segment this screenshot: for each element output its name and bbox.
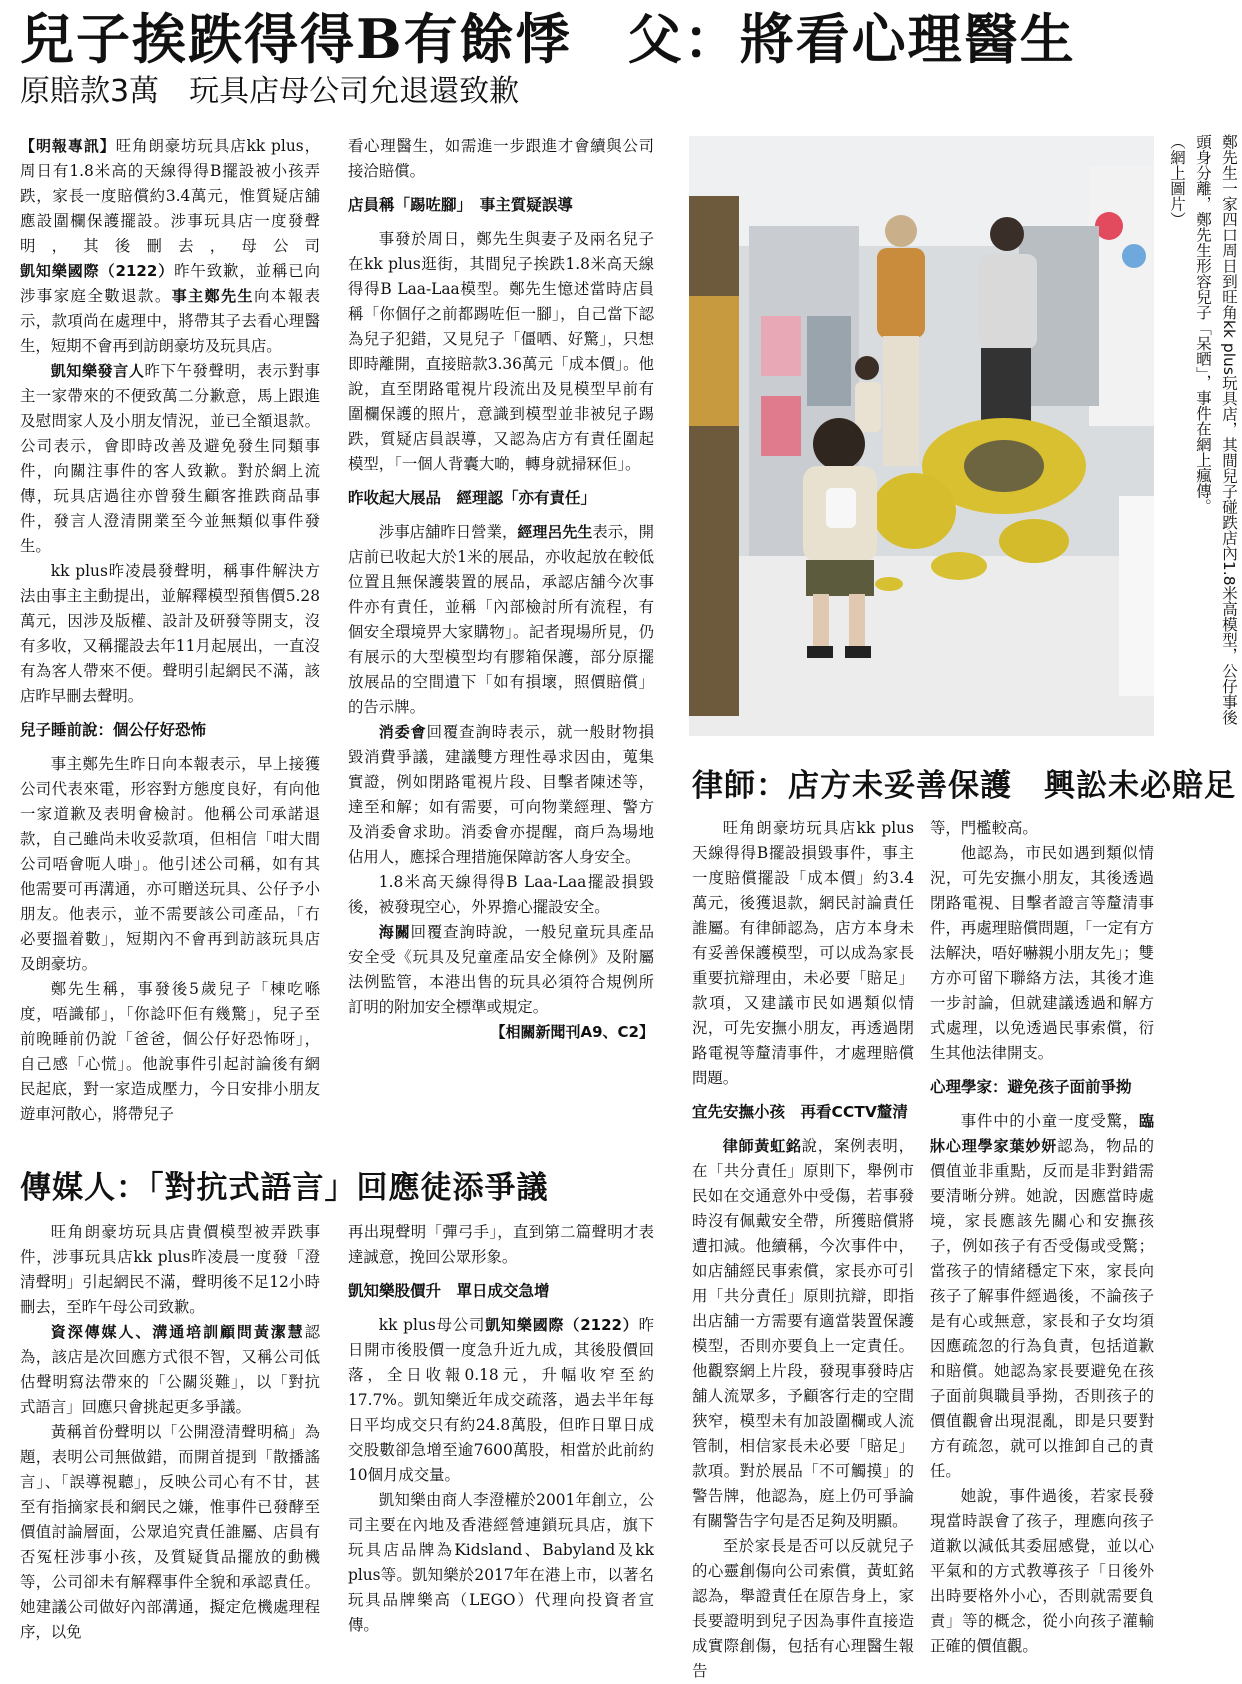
article-paragraph: 事件中的小童一度受驚，臨牀心理學家葉妙妍認為，物品的價值並非重點，反而是非對錯需要清晰分辨。她說，因應當時處境，家長應該先關心和安撫孩子，例如孩子有否受傷或受驚；當孩子的情緒穩定下來，家長向孩子了解事件經過後，不論孩子是有心或無意，家長和子女均須因應疏忽的行為負責，包括道歉和賠償。她認為家長要避免在孩子面前與職員爭拗，否則孩子的價值觀會出現混亂，即是只要對方有疏忽，就可以推卸自己的責任。: [930, 1112, 1154, 1480]
article-paragraph: 看心理醫生，如需進一步跟進才會續與公司接洽賠償。: [348, 137, 654, 180]
article-paragraph: kk plus昨凌晨發聲明，稱事件解決方法由事主主動提出，並解釋模型預售價5.28萬元，因涉及版權、設計及研發等開支，沒有多收，又稱擺設去年11月起展出，一直沒有為客人帶來不便。聲明引起網民不滿，該店昨早刪去聲明。: [20, 562, 320, 705]
media-column-b: [348, 1220, 654, 1667]
photo-credit: （網上圖片）: [1168, 134, 1186, 227]
media-column-a: [20, 1220, 320, 1667]
article-column-2: [348, 134, 654, 1162]
lawyer-column-a: [692, 816, 914, 1680]
article-paragraph: 他認為，市民如遇到類似情況，可先安撫小朋友，其後透過閉路電視、目擊者證言等釐清事件，再處理賠償問題，「一定有方法解決，唔好嚇親小朋友先」；雙方亦可留下聯絡方法，其後才進一步討論，但就建議透過和解方式處理，以免透過民事索償，衍生其他法律開支。: [930, 844, 1154, 1062]
article-paragraph: 再出現聲明「彈弓手」，直到第二篇聲明才表達誠意，挽回公眾形象。: [348, 1223, 654, 1266]
article-paragraph: 她說，事件過後，若家長發現當時誤會了孩子，理應向孩子道歉以減低其委屈感覺，並以心平氣和的方式教導孩子「日後外出時要格外小心，否則就需要負責」等的概念，從小向孩子灌輸正確的價值觀。: [930, 1487, 1154, 1655]
article-paragraph: 資深傳媒人、溝通培訓顧問黃潔慧認為，該店是次回應方式很不智，又稱公司低估聲明寫法帶來的「公關災難」，以「對抗式語言」回應只會挑起更多爭議。: [20, 1323, 320, 1416]
article-paragraph: 【明報專訊】旺角朗豪坊玩具店kk plus，周日有1.8米高的天線得得B擺設被小孩弄跌，家長一度賠償約3.4萬元，惟質疑店舖應設圍欄保護擺設。涉事玩具店一度發聲明，其後刪去，母公司凱知樂國際（2122）昨午致歉，並稱已向涉事家庭全數退款。事主鄭先生向本報表示，款項尚在處理中，將帶其子去看心理醫生，短期不會再到訪朗豪坊及玩具店。: [20, 137, 320, 355]
section-heading-lawyer: 律師：店方未妥善保護 興訟未必賠足: [692, 768, 1236, 804]
article-paragraph: 旺角朗豪坊玩具店貴價模型被弄跌事件，涉事玩具店kk plus昨凌晨一度發「澄清聲明」引起網民不滿，聲明後不足12小時刪去，至昨午母公司致歉。: [20, 1223, 320, 1316]
headline: 兒子挨跌得得B有餘悸 父：將看心理醫生: [20, 7, 1076, 71]
lawyer-column-b: [930, 816, 1154, 1667]
news-photo: [689, 136, 1154, 736]
article-paragraph: 凱知樂由商人李澄權於2001年創立，公司主要在內地及香港經營連鎖玩具店，旗下玩具店品牌為Kidsland、Babyland及kk plus等。凱知樂於2017年在港上市，以著名玩具品牌樂高（LEGO）代理向投資者宣傳。: [348, 1491, 654, 1634]
subheading: 宜先安撫小孩 再看CCTV釐清: [692, 1103, 908, 1121]
article-paragraph: 旺角朗豪坊玩具店kk plus天線得得B擺設損毀事件，事主一度賠償擺設「成本價」約3.4萬元，後獲退款，網民討論責任誰屬。有律師認為，店方本身未有妥善保護模型，可以成為家長重要抗辯理由，未必要「賠足」款項，又建議市民如遇類似情況，可先安撫小朋友，再透過閉路電視等釐清事件，才處理賠償問題。: [692, 819, 914, 1087]
article-paragraph: 涉事店舖昨日營業，經理呂先生表示，開店前已收起大於1米的展品，亦收起放在較低位置且無保護裝置的展品，承認店舖今次事件亦有責任，並稱「內部檢討所有流程，有個安全環境畀大家購物」。記者現場所見，仍有展示的大型模型均有膠箱保護，部分原擺放展品的空間遺下「如有損壞，照價賠償」的告示牌。: [348, 523, 654, 716]
subheading: 兒子睡前說：個公仔好恐怖: [20, 721, 207, 739]
article-paragraph: 鄭先生稱，事發後5歲兒子「棟吃喺度，唔識郁」，「你諗吓佢有幾驚」，兒子至前晚睡前仍說「爸爸，個公仔好恐怖呀」，自己感「心慌」。他說事件引起討論後有網民起底，對一家造成壓力，今日安排小朋友遊車河散心，將帶兒子: [20, 980, 320, 1123]
store-scene-illustration: [689, 136, 1154, 736]
related-news-ref: 【相關新聞刊A9、C2】: [490, 1023, 654, 1041]
subheading: 昨收起大展品 經理認「亦有責任」: [348, 489, 597, 507]
article-paragraph: 至於家長是否可以反就兒子的心靈創傷向公司索償，黃虹銘認為，舉證責任在原告身上，家長要證明到兒子因為事件直接造成實際創傷，包括有心理醫生報告: [692, 1537, 914, 1680]
article-paragraph: 凱知樂發言人昨下午發聲明，表示對事主一家帶來的不便致萬二分歉意，馬上跟進及慰問家人及小朋友情況，並已全額退款。公司表示，會即時改善及避免發生同類事件，向關注事件的客人致歉。對於網上流傳，玩具店過往亦曾發生顧客推跌商品事件，發言人澄清開業至今並無類似事件發生。: [20, 362, 320, 555]
subheading: 店員稱「踢咗腳」 事主質疑誤導: [348, 196, 573, 214]
article-paragraph: 事發於周日，鄭先生與妻子及兩名兒子在kk plus逛街，其間兒子挨跌1.8米高天線得得B Laa-Laa模型。鄭先生憶述當時店員稱「你個仔之前都踢咗佢一腳」，自己當下認為兒子犯錯，又見兒子「僵哂、好驚」，只想即時離開，直接賠款3.36萬元「成本價」。他說，直至閉路電視片段流出及見模型早前有圍欄保護的照片，意識到模型並非被兒子踢跌，質疑店員誤導，又認為店方有責任圍起模型，「一個人背囊大啲，轉身就掃冧佢」。: [348, 230, 654, 473]
photo-caption: 鄭先生一家四口周日到旺角kk plus玩具店，其間兒子碰跌店內1.8米高模型，公仔事後頭身分離，鄭先生形容兒子「呆晒」，事件在網上瘋傳。 （網上圖片）: [1160, 134, 1242, 736]
article-paragraph: 海關回覆查詢時說，一般兒童玩具產品安全受《玩具及兒童產品安全條例》及附屬法例監管，本港出售的玩具必須符合規例所訂明的附加安全標準或規定。: [348, 923, 654, 1016]
subheading: 凱知樂股價升 單日成交急增: [348, 1282, 550, 1300]
subheading: 心理學家：避免孩子面前爭拗: [930, 1078, 1132, 1096]
article-paragraph: 等，門檻較高。: [930, 819, 1038, 837]
article-paragraph: 黃稱首份聲明以「公開澄清聲明稿」為題，表明公司無做錯，而開首提到「散播謠言」、「誤導視聽」，反映公司心有不甘，甚至有指摘家長和網民之嫌，惟事件已發酵至價值討論層面，公眾追究責任誰屬、店員有否冤枉涉事小孩，及質疑貨品擺放的動機等，公司卻未有解釋事件全貌和承認責任。她建議公司做好內部溝通，擬定危機處理程序，以免: [20, 1423, 320, 1641]
subheadline: 原賠款3萬 玩具店母公司允退還致歉: [20, 74, 520, 109]
article-column-1: [20, 134, 320, 1150]
article-paragraph: 事主鄭先生昨日向本報表示，早上接獲公司代表來電，形容對方態度良好，有向他一家道歉及表明會檢討。他稱公司承諾退款，自己雖尚未收妥款項，但相信「咁大間公司唔會呃人啩」。他引述公司稱，如有其他需要可再溝通，亦可贈送玩具、公仔予小朋友。他表示，並不需要該公司產品，「冇必要搵着數」，短期內不會再到訪該玩具店及朗豪坊。: [20, 755, 320, 973]
section-heading-media: 傳媒人：「對抗式語言」回應徒添爭議: [20, 1170, 549, 1206]
article-paragraph: 律師黃虹銘說，案例表明，在「共分責任」原則下，舉例市民如在交通意外中受傷，若事發時沒有佩戴安全帶，所獲賠償將遭扣減。他續稱，今次事件中，如店舖經民事索償，家長亦可引用「共分責任」原則抗辯，即指出店舖一方需要有適當裝置保護模型，否則亦要負上一定責任。他觀察網上片段，發現事發時店舖人流眾多，予顧客行走的空間狹窄，模型未有加設圍欄或人流管制，相信家長未必要「賠足」款項。對於展品「不可觸摸」的警告牌，他認為，庭上仍可爭論有關警告字句是否足夠及明顯。: [692, 1137, 914, 1530]
article-paragraph: 消委會回覆查詢時表示，就一般財物損毀消費爭議，建議雙方理性尋求因由，蒐集實證，例如閉路電視片段、目擊者陳述等，達至和解；如有需要，可向物業經理、警方及消委會求助。消委會亦提醒，商戶為場地佔用人，應採合理措施保障訪客人身安全。: [348, 723, 654, 866]
article-paragraph: kk plus母公司凱知樂國際（2122）昨日開市後股價一度急升近九成，其後股價回落，全日收報0.18元，升幅收窄至約17.7%。凱知樂近年成交疏落，過去半年每日平均成交只有約24.8萬股，但昨日單日成交股數卻急增至逾7600萬股，相當於此前約10個月成交量。: [348, 1316, 654, 1484]
article-paragraph: 1.8米高天線得得B Laa-Laa擺設損毀後，被發現空心，外界擔心擺設安全。: [348, 873, 654, 916]
